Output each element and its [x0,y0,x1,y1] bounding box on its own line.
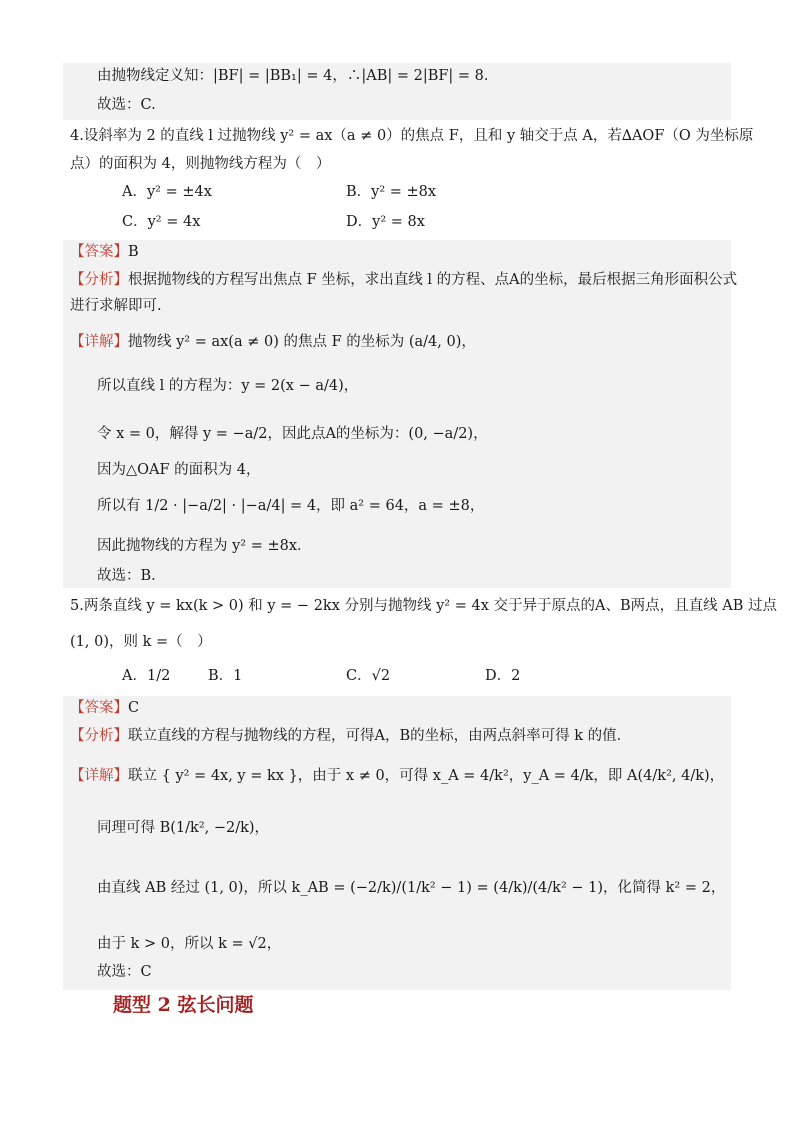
q4-detail-line4: 因为△OAF 的面积为 4， [97,462,261,478]
q5-stem-line2: (1, 0)，则 k =（ ） [70,634,212,650]
q5-analysis-text: 联立直线的方程与抛物线的方程，可得A，B的坐标，由两点斜率可得 k 的值． [128,728,632,744]
q5-detail-line2: 同理可得 B(1/k², −2/k)， [97,820,270,836]
q5-answer-value: C [128,700,140,716]
section-title: 题型 2 弦长问题 [113,994,254,1016]
q5-detail-line3: 由直线 AB 经过 (1, 0)，所以 k_AB = (−2/k)/(1/k² − 1) = (4/k)/(4/k² − 1)，化简得 k² = 2， [97,880,726,896]
q5-analysis-line1 [70,726,631,746]
q4-detail-line5: 所以有 1/2 · |−a/2| · |−a/4| = 4，即 a² = 64，a = ±8， [97,498,485,514]
q4-detail-line1 [70,332,476,352]
q4-detail-text: 抛物线 y² = ax(a ≠ 0) 的焦点 F 的坐标为 (a/4, 0)， [128,334,476,350]
q4-stem-line2: 点）的面积为 4，则抛物线方程为（ ） [70,156,331,172]
q4-detail-line2: 所以直线 l 的方程为：y = 2(x − a/4)， [97,378,359,394]
q4-detail-line7: 故选：B. [97,568,156,584]
q4-answer-tag: 【答案】 [70,244,128,260]
q4-detail-line3: 令 x = 0，解得 y = −a/2，因此点A的坐标为：(0, −a/2)， [97,426,488,442]
q5-option-a: A．1/2 [122,668,171,684]
q5-answer [70,698,139,718]
q5-analysis-tag: 【分析】 [70,728,128,744]
q5-detail-tag: 【详解】 [70,768,128,784]
q4-analysis-text: 根据抛物线的方程写出焦点 F 坐标，求出直线 l 的方程、点A的坐标，最后根据三角形面积公式 [128,272,738,288]
q5-detail-line4: 由于 k > 0，所以 k = √2， [97,936,282,952]
q5-detail-line1 [70,766,724,786]
q5-option-b: B．1 [208,668,243,684]
q4-option-d: D．y² = 8x [346,214,425,230]
q4-analysis-tag: 【分析】 [70,272,128,288]
q4-analysis-line2: 进行求解即可. [70,298,162,314]
q5-detail-text: 联立 { y² = 4x, y = kx }，由于 x ≠ 0，可得 x_A = 4/k²，y_A = 4/k，即 A(4/k², 4/k)， [128,768,725,784]
q4-option-a: A．y² = ±4x [122,184,212,200]
q5-stem-line1: 5.两条直线 y = kx(k > 0) 和 y = − 2kx 分别与抛物线 y² = 4x 交于异于原点的A、B两点，且直线 AB 过点 [70,598,777,614]
q4-analysis-line1 [70,270,737,290]
q5-answer-tag: 【答案】 [70,700,128,716]
q4-option-c: C．y² = 4x [122,214,201,230]
q5-option-d: D．2 [485,668,521,684]
prev-choice: 故选：C. [97,97,156,113]
q4-detail-line6: 因此抛物线的方程为 y² = ±8x． [97,538,312,554]
q4-stem-line1: 4.设斜率为 2 的直线 l 过抛物线 y² = ax（a ≠ 0）的焦点 F，且和 y 轴交于点 A，若∆AOF（O 为坐标原 [70,128,754,144]
prev-conclusion: 由抛物线定义知：|BF| = |BB₁| = 4，∴|AB| = 2|BF| = 8． [97,68,499,84]
q5-detail-line5: 故选：C [97,964,152,980]
q4-answer-value: B [128,244,139,260]
q4-detail-tag: 【详解】 [70,334,128,350]
q4-answer [70,242,139,262]
q5-option-c: C．√2 [346,668,391,684]
q4-option-b: B．y² = ±8x [346,184,437,200]
